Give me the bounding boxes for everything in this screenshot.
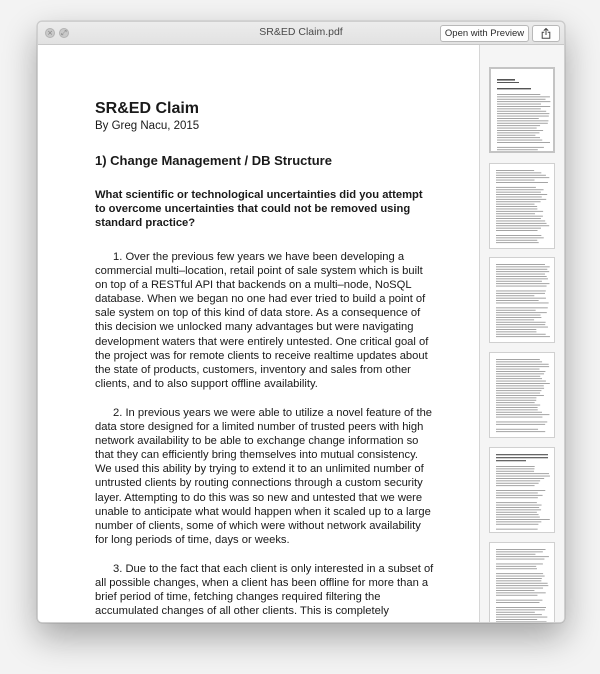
window-title: SR&ED Claim.pdf: [259, 26, 343, 38]
share-icon: [541, 28, 551, 39]
document-title: SR&ED Claim: [95, 100, 200, 117]
page-thumbnail-4[interactable]: [489, 352, 555, 438]
paragraph-1: 1. Over the previous few years we have been developing a commercial multi–location, retail point of sale system which is built on top of a RESTful API that backends on a multi–node, NoSQL database. When we began no one had ever tried to build a point of sale system on top of this kind of data store. As a consequence of this decision we unlocked many advantages but were navigating development waters that were entirely untested. One critical goal of the project was for remote clients to receive realtime updates about the state of products, customers, inventory and sales from other clients, and to also support offline availability.: [95, 251, 429, 390]
page-thumbnail-6[interactable]: [489, 542, 555, 622]
section-question: What scientific or technological uncertainties did you attempt to overcome uncertainties that could not be removed using standard practice?: [95, 189, 423, 229]
quicklook-window: [37, 21, 565, 623]
close-icon: ×: [47, 29, 53, 37]
page-thumbnail-3[interactable]: [489, 257, 555, 343]
paragraph-3: 3. Due to the fact that each client is only interested in a subset of all possible changes, when a client has been offline for more than a brief period of time, fetching changes required filtering the accumulated changes of all other clients. This is completely: [95, 562, 434, 618]
open-with-preview-button[interactable]: Open with Preview: [440, 25, 529, 42]
document-page: [95, 99, 435, 618]
page-thumbnail-2[interactable]: [489, 163, 555, 249]
title-bar: [38, 22, 564, 45]
document-page-view[interactable]: [38, 45, 479, 622]
page-thumbnail-5[interactable]: [489, 447, 555, 533]
paragraph-2: 2. In previous years we were able to utilize a novel feature of the data store designed for a limited number of trusted peers with high network availability to be able to exchange change information so that they can efficiently bring themselves into mutual consistency. We used this ability by trying to extend it to an unlimited number of untrusted clients by routing connections through a custom security layer. Attempting to do this was so new and untested that we were unable to anticipate what would happen when it scaled up to a large number of clients, some of which were without network availability for long periods of time, days or weeks.: [95, 406, 433, 546]
share-button[interactable]: [532, 25, 560, 42]
page-thumbnail-1[interactable]: [489, 67, 555, 153]
section-heading: 1) Change Management / DB Structure: [95, 153, 332, 168]
thumbnail-sidebar[interactable]: [479, 45, 565, 622]
expand-icon: ⤢: [61, 29, 67, 37]
document-byline: By Greg Nacu, 2015: [95, 120, 200, 132]
